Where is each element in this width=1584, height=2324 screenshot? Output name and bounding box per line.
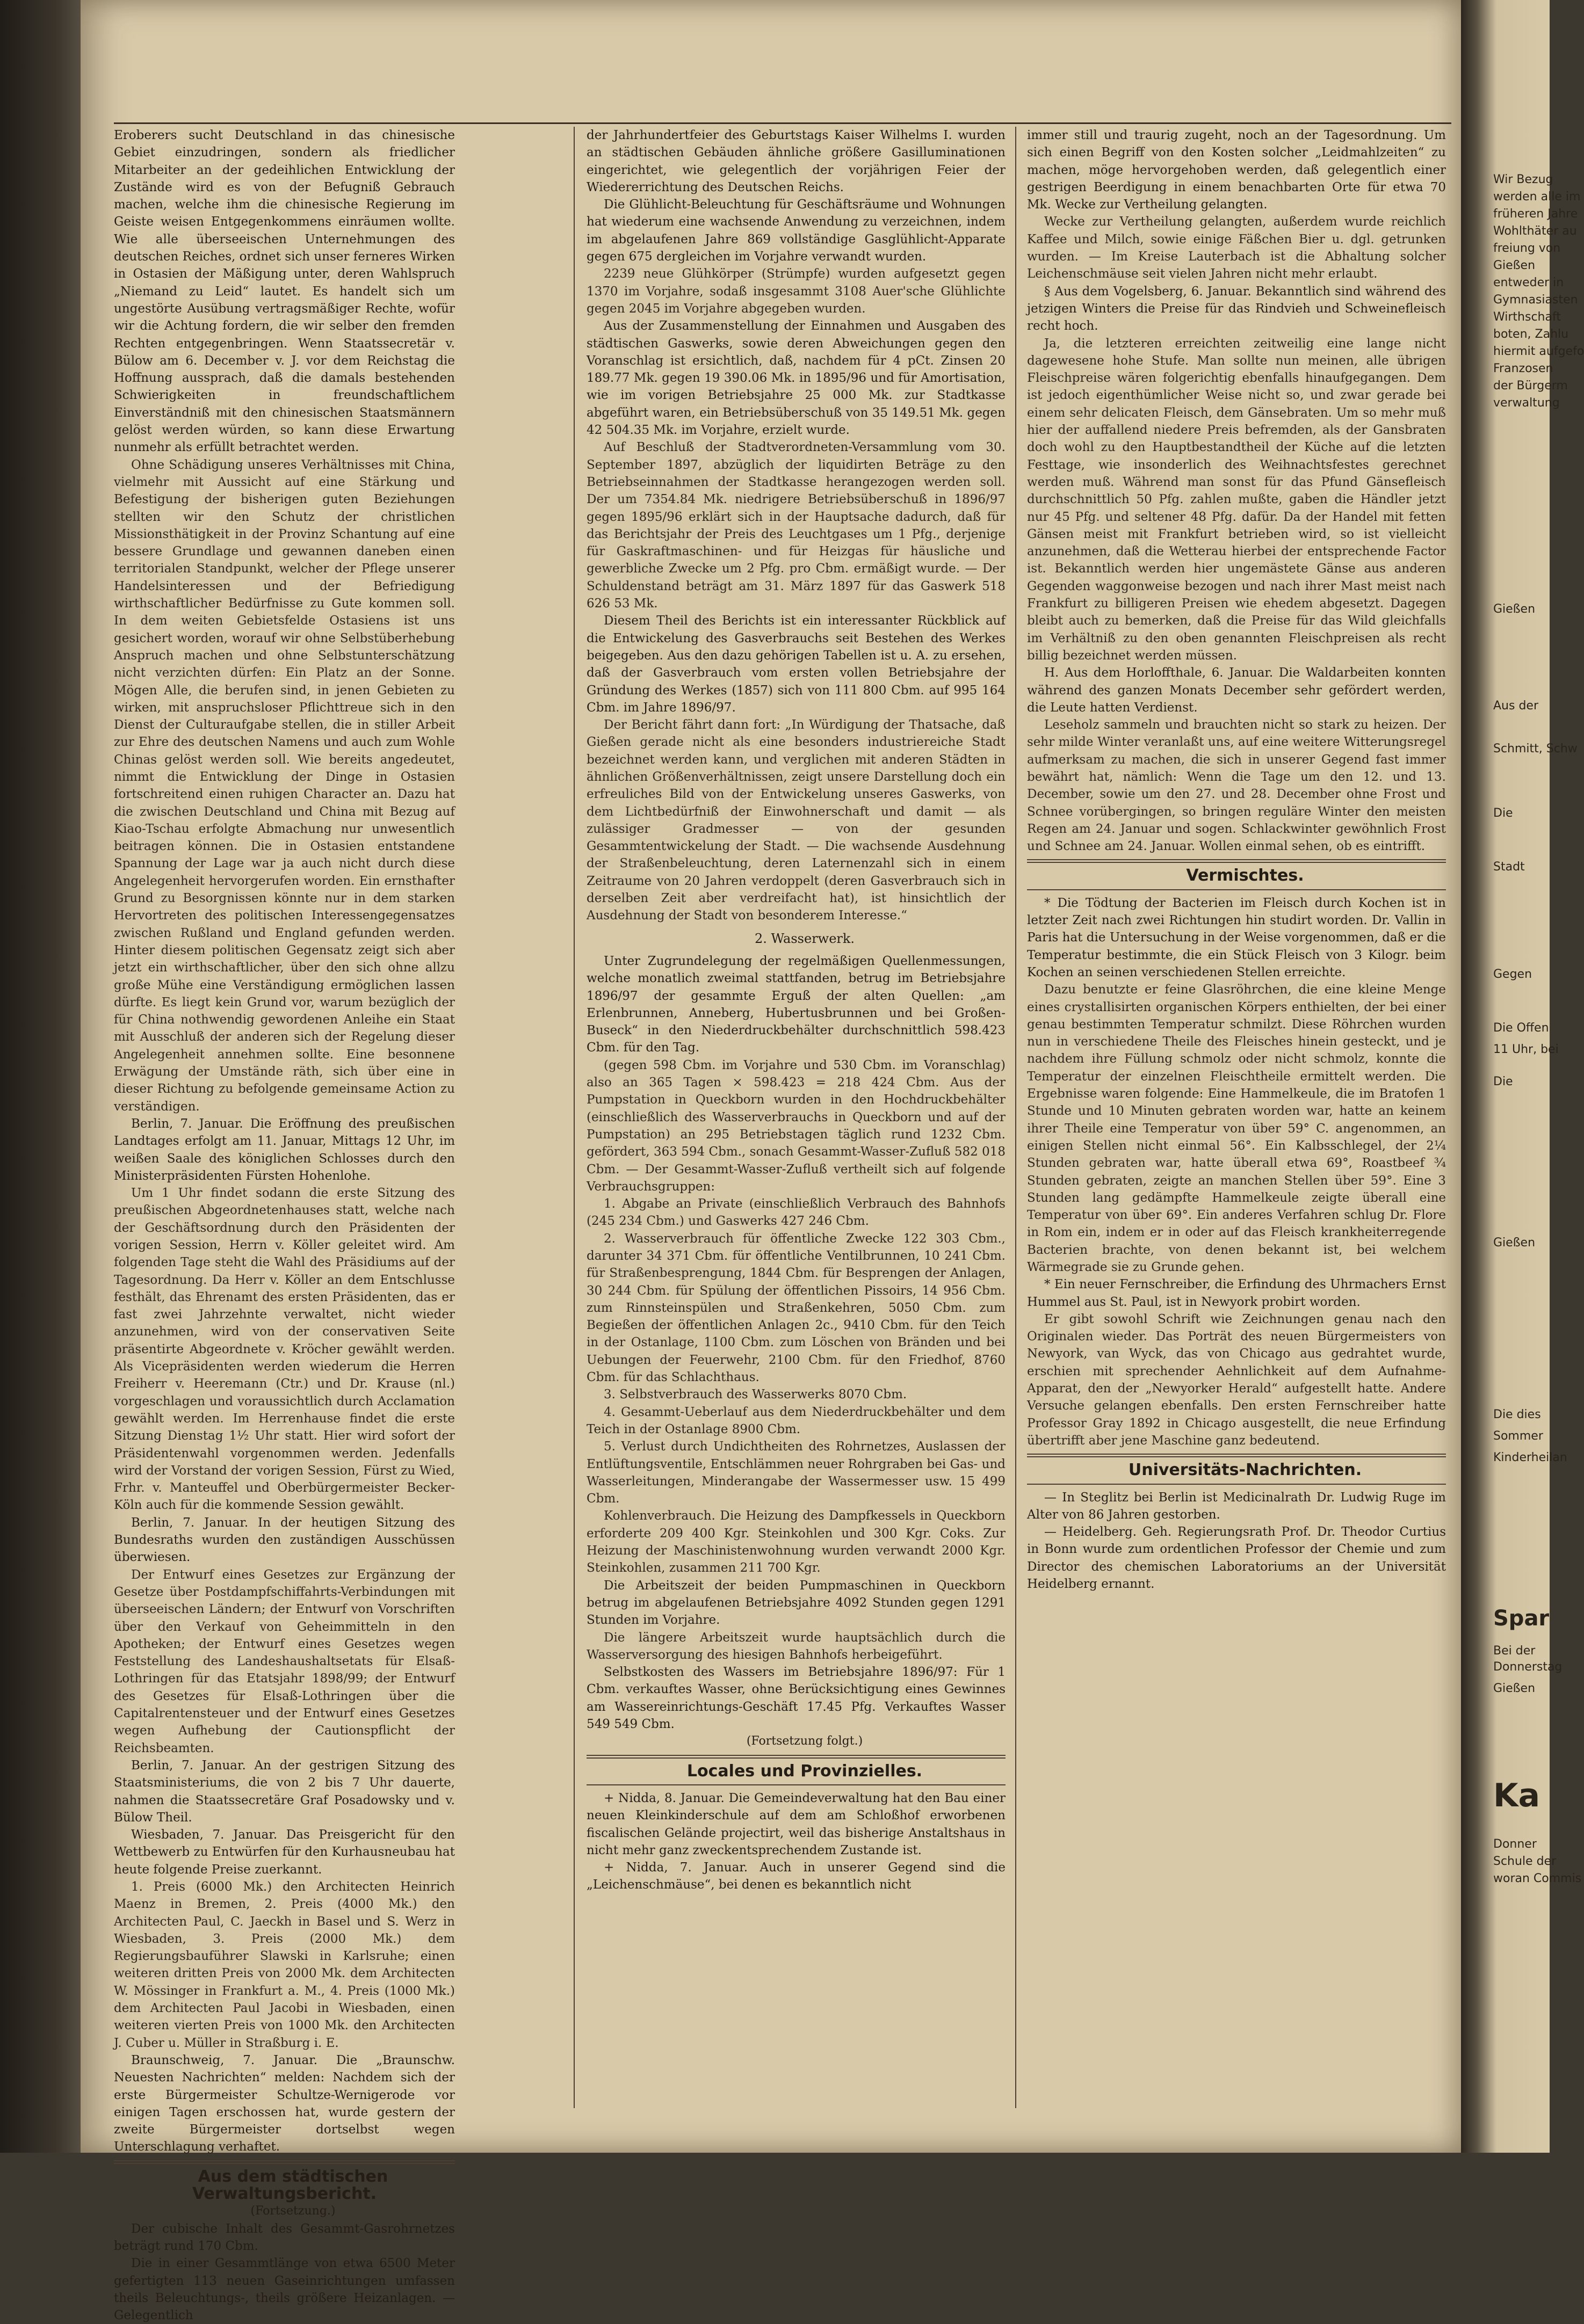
subheading-wasserwerk: 2. Wasserwerk.: [754, 931, 855, 946]
facing-fragment: Schule der: [1493, 1855, 1557, 1868]
facing-fragment: Wir Bezug: [1493, 173, 1553, 186]
vermischtes-para: * Die Tödtung der Bacterien im Fleisch durch Kochen ist in letzter Zeit nach zwei Richtungen hin studirt worden. Dr. Vallin in Paris hat die Untersuchung in der Weise vorgenommen, daß er die Temperatur bestimmte, die ein Stück Fleisch von 3 Kilogr. beim Kochen an seinen verschiedenen Stellen erreichte.: [1027, 896, 1446, 979]
facing-fragment: Aus der: [1493, 699, 1538, 713]
facing-fragment: Kinderheilan: [1493, 1451, 1567, 1464]
facing-fragment: Schmitt, Schw: [1493, 742, 1578, 756]
col2-filler: Auf Beschluß der Stadtverordneten-Versammlung vom 30. September 1897, abzüglich der liquidirten Beträge zu den Betriebseinnahmen der Stadtkasse herangezogen werden soll. Der um 7354.84 Mk. niedrigere Betriebsüberschuß in 1896/97 gegen 1895/96 erklärt sich in der Hauptsache dadurch, daß für das Berichtsjahr der Preis des Leuchtgases um 1 Pfg., derjenige für Gaskraftmaschinen- und für Heizgas für häusliche und gewerbliche Zwecke um 2 Pfg. pro Cbm. ermäßigt wurde. — Der Schuldenstand beträgt am 31. März 1897 für das Gaswerk 518 626 53 Mk.: [587, 440, 1006, 611]
col3-filler: Leseholz sammeln und brauchten nicht so stark zu heizen. Der sehr milde Winter veranlaßt uns, auf eine weitere Witterungsregel aufmerksam zu machen, die sich in unserer Gegend fast immer bewährt hat, nämlich: Wenn die Tage um den 12. und 13. December, sowie um den 27. und 28. December ohne Frost und Schnee vorübergingen, so bringen reguläre Winter den meisten Regen am 24. Januar und sogen. Schlackwinter gewöhnlich Frost und Schnee am 24. Januar. Wollen einmal sehen, ob es eintrifft.: [1027, 718, 1446, 854]
fortsetzung-note: (Fortsetzung folgt.): [746, 1734, 863, 1748]
col2-filler: 4. Gesammt-Ueberlauf aus dem Niederdruckbehälter und dem Teich in der Ostanlage 8900 Cbm.: [587, 1405, 1006, 1436]
facing-fragment: Die Offen: [1493, 1021, 1549, 1035]
facing-fragment: Donnerstag: [1493, 1660, 1563, 1674]
facing-fragment: Ka: [1493, 1777, 1540, 1814]
col2-para: der Jahrhundertfeier des Geburtstags Kaiser Wilhelms I. wurden an städtischen Gebäuden ähnliche größere Gasilluminationen eingerichtet, wie gelegentlich der vorjährigen Feier der Wiedererrichtung des Deutschen Reichs.: [587, 128, 1006, 194]
col1-filler: Der Entwurf eines Gesetzes zur Ergänzung der Gesetze über Postdampfschiffahrts-Verbindungen mit überseeischen Ländern; der Entwurf von Vorschriften über den Verkauf von Geheimmitteln in den Apotheken; der Entwurf eines Gesetzes wegen Feststellung des Landeshaushaltsetats für Elsaß-Lothringen für das Etatsjahr 1898/99; der Entwurf des Gesetzes für Elsaß-Lothringen über die Capitalrentensteuer und der Entwurf eines Gesetzes wegen Aufhebung der Cautionspflicht der Reichsbeamten.: [114, 1567, 455, 1755]
col1-filler: Um 1 Uhr findet sodann die erste Sitzung des preußischen Abgeordnetenhauses statt, welche nach der Geschäftsordnung durch den Präsidenten der vorigen Session, Herrn v. Köller geleitet wird. Am folgenden Tage steht die Wahl des Präsidiums auf der Tagesordnung. Da Herr v. Köller an dem Entschlusse festhält, das Ehrenamt des ersten Präsidenten, das er fast zwei Jahrzehnte verwaltet, nicht wieder anzunehmen, wird von der conservativen Seite präsentirte Abgeordnete v. Kröcher gewählt werden. Als Vicepräsidenten werden wiederum die Herren Freiherr v. Heeremann (Ctr.) und Dr. Krause (nl.) vorgeschlagen und voraussichtlich durch Acclamation gewählt werden. Im Herrenhause findet die erste Sitzung Dienstag 1½ Uhr statt. Hier wird sofort der Präsidentenwahl vorgenommen werden. Jedenfalls wird der Vorstand der vorigen Session, Fürst zu Wied, Frhr. v. Manteuffel und Oberbürgermeister Becker-Köln auch für die kommende Session gewählt.: [114, 1186, 455, 1513]
facing-fragment: Wohlthäter au: [1493, 224, 1577, 238]
section-rule: [587, 1755, 1006, 1759]
col2-filler: 2239 neue Glühkörper (Strümpfe) wurden aufgesetzt gegen 1370 im Vorjahre, sodaß insgesammt 3108 Auer'sche Glühlichte gegen 2045 im Vorjahre abgegeben wurden.: [587, 267, 1006, 316]
col2-para: Unter Zugrundelegung der regelmäßigen Quellenmessungen, welche monatlich zweimal stattfanden, betrug im Betriebsjahre 1896/97 der gesammte Erguß der alten Quellen: „am Erlenbrunnen, Anneberg, Hubertusbrunnen und bei Großen-Buseck“ in den Niederdruckbehälter durchschnittlich 598.423 Cbm. für den Tag.: [587, 954, 1006, 1055]
facing-fragment: Die dies: [1493, 1408, 1541, 1421]
facing-fragment: Stadt: [1493, 860, 1525, 874]
col1-section-para: Der cubische Inhalt des Gesammt-Gasrohrnetzes beträgt rund 170 Cbm.: [114, 2221, 455, 2253]
section-rule: [587, 1784, 1006, 1785]
col3-para: immer still und traurig zugeht, noch an der Tagesordnung. Um sich einen Begriff von den Kosten solcher „Leidmahlzeiten“ zu machen, möge hervorgehoben werden, daß gelegentlich einer gestrigen Beerdigung in einem benachbarten Orte für etwa 70 Mk. Wecke zur Vertheilung gelangten.: [1027, 128, 1446, 212]
col2-filler: 1. Abgabe an Private (einschließlich Verbrauch des Bahnhofs (245 234 Cbm.) und Gaswerks 427 246 Cbm.: [587, 1197, 1006, 1229]
col2-filler: Der Bericht fährt dann fort: „In Würdigung der Thatsache, daß Gießen gerade nicht als eine besonders industriereiche Stadt bezeichnet werden kann, und verglichen mit anderen Städten in ähnlichen Größenverhältnissen, zeigt unsere Darstellung doch ein erfreuliches Bild von der Entwickelung unseres Gaswerks, von dem Lichtbedürfniß der Einwohnerschaft und damit — als zulässiger Gradmesser — von der gesunden Gesammtentwickelung der Stadt. — Die wachsende Ausdehnung der Straßenbeleuchtung, deren Laternenzahl sich in einem Zeitraume von 20 Jahren verdoppelt (deren Gasverbrauch sich in derselben Zeit aber verdreifacht hat), ist hinsichtlich der Ausdehnung der Stadt von besonderem Interesse.“: [587, 718, 1006, 923]
locales-heading: Locales und Provinzielles.: [686, 1761, 923, 1781]
section-rule: [1027, 889, 1446, 890]
col3-para: H. Aus dem Horloffthale, 6. Januar. Die Waldarbeiten konnten während des ganzen Monats December sehr gefördert werden, die Leute hatten Verdienst.: [1027, 666, 1446, 715]
facing-fragment: Gymnasiasten: [1493, 293, 1578, 307]
facing-fragment: verwaltung: [1493, 396, 1560, 410]
section-heading: Aus dem städtischen Verwaltungsbericht.: [192, 2167, 388, 2204]
col2-para: Die Glühlicht-Beleuchtung für Geschäftsräume und Wohnungen hat wiederum eine wachsende Anwendung zu verzeichnen, indem im abgelaufenen Jahre 869 vollständige Gasglühlicht-Apparate gegen 675 dergleichen im Vorjahre verwandt wurden.: [587, 198, 1006, 264]
vermischtes-heading: Vermischtes.: [1186, 866, 1304, 885]
col2-filler: 2. Wasserverbrauch für öffentliche Zwecke 122 303 Cbm., darunter 34 371 Cbm. für öffentliche Ventilbrunnen, 10 241 Cbm. für Straßenbesprengung, 1844 Cbm. für Besprengen der Anlagen, 30 244 Cbm. für Spülung der öffentlichen Pissoirs, 14 956 Cbm. zum Rinnsteinspülen und Straßenkehren, 5050 Cbm. zum Begießen der öffentlichen Anlagen 2c., 9410 Cbm. für den Teich in der Ostanlage, 1100 Cbm. zum Löschen von Bränden und bei Uebungen der Feuerwehr, 2100 Cbm. für den Friedhof, 8760 Cbm. für das Schlachthaus.: [587, 1231, 1006, 1385]
universitaets-heading: Universitäts-Nachrichten.: [1128, 1461, 1362, 1480]
facing-fragment: der Bürgerm: [1493, 379, 1568, 393]
facing-fragment: woran Commis: [1493, 1872, 1582, 1885]
facing-fragment: Gießen: [1493, 1236, 1536, 1250]
universitaets-para: — Heidelberg. Geh. Regierungsrath Prof. Dr. Theodor Curtius in Bonn wurde zum ordentlichen Professor der Chemie und zum Director des chemischen Laboratoriums an der Universität Heidelberg ernannt.: [1027, 1525, 1446, 1592]
col1-para: Berlin, 7. Januar. An der gestrigen Sitzung des Staatsministeriums, die von 2 bis 7 Uhr dauerte, nahmen die Staatssecretäre Graf Posadowsky und v. Bülow Theil.: [114, 1758, 455, 1825]
facing-fragment: Gegen: [1493, 968, 1532, 981]
col3-para: § Aus dem Vogelsberg, 6. Januar. Bekanntlich sind während des jetzigen Winters die Preise für das Rindvieh und Schweinefleisch recht hoch.: [1027, 284, 1446, 333]
col2-para: Aus der Zusammenstellung der Einnahmen und Ausgaben des städtischen Gaswerks, sowie deren Abweichungen gegen den Voranschlag ist ersichtlich, daß, nachdem für 4 pCt. Zinsen 20 189.77 Mk. gegen 19 390.06 Mk. in 1895/96 und für Amortisation, wie im vorigen Betriebsjahre 25 000 Mk. zur Stadtkasse abgeführt waren, ein Betriebsüberschuß von 35 149.51 Mk. gegen 42 504.35 Mk. im Vorjahre, erzielt wurde.: [587, 319, 1006, 438]
col2-para: Die Arbeitszeit der beiden Pumpmaschinen in Queckborn betrug im abgelaufenen Betriebsjahre 4092 Stunden gegen 1291 Stunden im Vorjahre.: [587, 1578, 1006, 1628]
top-rule: [114, 122, 1451, 124]
col3-filler: Wecke zur Vertheilung gelangten, außerdem wurde reichlich Kaffee und Milch, sowie einige Fäßchen Bier u. dgl. getrunken wurden. — Im Kreise Lauterbach ist die Abhaltung solcher Leichenschmäuse seit vielen Jahren nicht mehr erlaubt.: [1027, 215, 1446, 281]
column-divider-1: [574, 127, 575, 2108]
col2-para: Diesem Theil des Berichts ist ein interessanter Rückblick auf die Entwickelung des Gasverbrauchs seit Bestehen des Werkes beigegeben. Aus den dazu gehörigen Tabellen ist u. A. zu ersehen, daß der Gasverbrauch vom ersten vollen Betriebsjahre der Gründung des Werkes (1857) sich von 111 800 Cbm. auf 995 164 Cbm. im Jahre 1896/97.: [587, 614, 1006, 715]
section-rule: [114, 2160, 455, 2164]
col3-filler: Dazu benutzte er feine Glasröhrchen, die eine kleine Menge eines crystallisirten organischen Körpers enthielten, der bei einer genau bestimmten Temperatur schmilzt. Diese Röhrchen wurden nun in verschiedene Theile des Fleisches hinein gesteckt, und je nachdem ihre Füllung schmolz oder nicht schmolz, konnte die Temperatur der einzelnen Fleischtheile ermittelt werden. Die Ergebnisse waren folgende: Eine Hammelkeule, die im Bratofen 1 Stunde und 10 Minuten gebraten worden war, hatte an keinem ihrer Theile eine Temperatur von über 59° C. angenommen, an einigen Stellen nicht einmal 56°. Ein Kalbsschlegel, der 2¼ Stunden gebraten war, hatte überall etwa 69°, Roastbeef ¾ Stunden gebraten, zeigte an manchen Stellen über 59°. Eine 3 Stunden lang gedämpfte Hammelkeule zeigte überall eine Temperatur von über 69°. Ein anderes Verfahren schlug Dr. Flore in Rom ein, indem er in oder auf das Fleisch krankheiterregende Bacterien brachte, von denen bekannt ist, bei welchem Wärmegrade sie zu Grunde gehen.: [1027, 983, 1446, 1274]
facing-fragment: freiung von: [1493, 242, 1561, 255]
facing-fragment: Gießen: [1493, 259, 1536, 272]
facing-fragment: Die: [1493, 1075, 1513, 1088]
facing-fragment: Franzosen: [1493, 362, 1553, 375]
universitaets-para: — In Steglitz bei Berlin ist Medicinalrath Dr. Ludwig Ruge im Alter von 86 Jahren gestorben.: [1027, 1490, 1446, 1522]
col3-filler: Ja, die letzteren erreichten zeitweilig eine lange nicht dagewesene hohe Stufe. Man sollte nun meinen, alle übrigen Fleischpreise wären folgerichtig ebenfalls hinaufgegangen. Dem ist jedoch eigenthümlicher Weise nicht so, und zwar gerade bei einem sehr delicaten Fleisch, dem Gänsebraten. Um so mehr muß hier der auffallend niedere Preis befremden, als der Gansbraten doch wohl zu den Hauptbestandtheil der Küche auf die letzten Festtage, wie insonderlich des Weihnachtsfestes gerechnet werden muß. Während man sonst für das Pfund Gänsefleisch durchschnittlich 50 Pfg. zahlen mußte, gaben die Händler jetzt nur 45 Pfg. und seltener 48 Pfg. dafür. Da der Handel mit fetten Gänsen meist mit Frankfurt betrieben wird, so ist vielleicht anzunehmen, daß die Wetterau hierbei der entsprechende Factor ist. Bekanntlich werden hier ungemästete Gänse aus anderen Gegenden waggonweise bezogen und nach ihrer Mast meist nach Frankfurt zu billigeren Preisen wie ehedem abgesetzt. Dagegen bleibt auch zu bemerken, daß die Preise für das Wild gleichfalls im Verhältniß zu den oben genannten Fleischpreisen als recht billig bezeichnet werden müssen.: [1027, 336, 1446, 663]
col1-para: Eroberers sucht Deutschland in das chinesische Gebiet einzudringen, sondern als friedlicher Mitarbeiter an der gedeihlichen Entwicklung der Zustände wird es von der Befugniß Gebrauch machen, welche ihm die chinesische Regierung im Geiste weisen Entgegenkommens einräumen wollte. Wie alle überseeischen Unternehmungen des deutschen Reiches, ordnet sich unser ferneres Wirken in Ostasien der Mäßigung unter, deren Wahlspruch „Niemand zu Leid“ lautet. Es handelt sich um ungestörte Ausübung vertragsmäßiger Rechte, wofür wir die Achtung fordern, die wir selber den fremden Rechten entgegenbringen. Wenn Staatssecretär v. Bülow am 6. December v. J. vor dem Reichstag die Hoffnung aussprach, daß die damals bestehenden Schwierigkeiten in freundschaftlichem Einverständniß mit den chinesischen Staatsmännern gelöst werden würden, so kann diese Erwartung nunmehr als erfüllt betrachtet werden.: [114, 128, 455, 455]
col2-filler: Die längere Arbeitszeit wurde hauptsächlich durch die Wasserversorgung des hiesigen Bahnhofs herbeigeführt.: [587, 1630, 1006, 1662]
facing-fragment: entweder in: [1493, 276, 1564, 289]
column-divider-2: [1015, 127, 1016, 2108]
col1-section-para: Die in einer Gesammtlänge von etwa 6500 Meter gefertigten 113 neuen Gaseinrichtungen umfassen theils Beleuchtungs-, theils größere Heizanlagen. — Gelegentlich: [114, 2256, 455, 2323]
col2-filler: Kohlenverbrauch. Die Heizung des Dampfkessels in Queckborn erforderte 209 400 Kgr. Steinkohlen und 300 Kgr. Coks. Zur Heizung der Maschinistenwohnung wurden verwandt 2000 Kgr. Steinkohlen, zusammen 211 700 Kgr.: [587, 1509, 1006, 1575]
col1-para: Berlin, 7. Januar. Die Eröffnung des preußischen Landtages erfolgt am 11. Januar, Mittags 12 Uhr, im weißen Saale des königlichen Schlosses durch den Ministerpräsidenten Fürsten Hohenlohe.: [114, 1116, 455, 1183]
facing-fragment: früheren Jahre: [1493, 207, 1578, 221]
facing-fragment: werden alle im: [1493, 190, 1581, 204]
col1-para: Wiesbaden, 7. Januar. Das Preisgericht für den Wettbewerb zu Entwürfen für den Kurhausneubau hat heute folgende Preise zuerkannt.: [114, 1828, 455, 1877]
facing-fragment: Gießen: [1493, 1682, 1536, 1695]
section-rule: [1027, 1484, 1446, 1485]
facing-fragment: boten, Zahlu: [1493, 328, 1569, 341]
column-3: [1027, 127, 1446, 2114]
facing-fragment: Wirthschaft: [1493, 310, 1561, 324]
facing-fragment: Donner: [1493, 1838, 1537, 1851]
facing-page-edge: [1461, 0, 1584, 2153]
facing-fragment: Bei der: [1493, 1644, 1536, 1658]
facing-fragment: hiermit aufgefo: [1493, 345, 1584, 358]
facing-fragment: 11 Uhr, bei: [1493, 1043, 1559, 1056]
section-rule: [1027, 859, 1446, 863]
section-rule: [1027, 1454, 1446, 1457]
col3-filler: Er gibt sowohl Schrift wie Zeichnungen genau nach den Originalen wieder. Das Porträt des neuen Bürgermeisters von Newyork, van Wyck, das von Chicago aus gedrahtet wurde, erschien mit sprechender Aehnlichkeit auf dem Aufnahme-Apparat, den der „Newyorker Herald“ aufgestellt hatte. Andere Versuche gelangen ebenfalls. Den ersten Fernschreiber hatte Professor Gray 1892 in Chicago ausgestellt, die neue Erfindung übertrifft aber jene Maschine ganz bedeutend.: [1027, 1312, 1446, 1448]
facing-fragment: Spar: [1493, 1606, 1550, 1631]
vermischtes-para: * Ein neuer Fernschreiber, die Erfindung des Uhrmachers Ernst Hummel aus St. Paul, ist in Newyork probirt worden.: [1027, 1277, 1446, 1309]
col2-para: Selbstkosten des Wassers im Betriebsjahre 1896/97: Für 1 Cbm. verkauftes Wasser, ohne Berücksichtigung eines Gewinnes am Wassereinrichtungs-Geschäft 17.45 Pfg. Verkauftes Wasser 549 549 Cbm.: [587, 1665, 1006, 1732]
col2-filler: (gegen 598 Cbm. im Vorjahre und 530 Cbm. im Voranschlag) also an 365 Tagen × 598.423 = 218 424 Cbm. Aus der Pumpstation in Queckborn wurden in den Hochdruckbehälter (einschließlich des Wasserverbrauchs in Queckborn und auf der Pumpstation) an 295 Betriebstagen täglich rund 1232 Cbm. gefördert, 363 594 Cbm., sonach Gesammt-Wasser-Zufluß 582 018 Cbm. — Der Gesammt-Wasser-Zufluß vertheilt sich auf folgende Verbrauchsgruppen:: [587, 1058, 1006, 1194]
locales-para: + Nidda, 8. Januar. Die Gemeindeverwaltung hat den Bau einer neuen Kleinkinderschule auf dem am Schloßhof erworbenen fiscalischen Gelände projectirt, weil das bisherige Anstaltshaus in nicht mehr ganz zweckentsprechendem Zustande ist.: [587, 1791, 1006, 1857]
col2-filler: 5. Verlust durch Undichtheiten des Rohrnetzes, Auslassen der Entlüftungsventile, Entschlämmen neuer Rohrgraben bei Gas- und Wasserleitungen, Minderangabe der Wassermesser usw. 15 499 Cbm.: [587, 1440, 1006, 1506]
col2-filler: 3. Selbstverbrauch des Wasserwerks 8070 Cbm.: [604, 1388, 907, 1402]
locales-para: + Nidda, 7. Januar. Auch in unserer Gegend sind die „Leichenschmäuse“, bei denen es bekanntlich nicht: [587, 1861, 1006, 1892]
column-2: [587, 127, 1006, 2114]
facing-fragment: Sommer: [1493, 1429, 1543, 1443]
col1-para: Braunschweig, 7. Januar. Die „Braunschw. Neuesten Nachrichten“ melden: Nachdem sich der erste Bürgermeister Schultze-Wernigerode vor einigen Tagen erschossen hat, wurde gestern der zweite Bürgermeister dortselbst wegen Unterschlagung verhaftet.: [114, 2053, 455, 2154]
col1-filler: Ohne Schädigung unseres Verhältnisses mit China, vielmehr mit Aussicht auf eine Stärkung und Befestigung der bisherigen guten Beziehungen stellten wir den Schutz der christlichen Missionsthätigkeit in der Provinz Schantung auf eine bessere Grundlage und gewannen daneben einen territorialen Standpunkt, welcher der Pflege unserer Handelsinteressen und der Befriedigung wirthschaftlicher Bedürfnisse zu Gute kommen soll. In dem weiten Gebietsfelde Ostasiens ist uns gesichert worden, worauf wir ohne Selbstüberhebung Anspruch machen und ohne Selbstunterschätzung nicht verzichten dürfen: Ein Platz an der Sonne. Mögen Alle, die berufen sind, in jenen Gebieten zu wirken, mit anspruchsloser Pflichttreue sich in den Dienst der Culturaufgabe stellen, die in stiller Arbeit zur Ehre des deutschen Namens und auch zum Wohle Chinas gelöst werden soll. Wie bereits angedeutet, nimmt die Entwicklung der Dinge in Ostasien fortschreitend einen ruhigen Character an. Dazu hat die zwischen Deutschland und China mit Bezug auf Kiao-Tschau erfolgte Abmachung nur unwesentlich beitragen können. Die in Ostasien entstandene Spannung der Lage war ja auch nicht durch diese Angelegenheit hervorgerufen worden. Ein ernsthafter Grund zu Besorgnissen könnte nur in dem starken Hervortreten des politischen Interessengegensatzes zwischen Rußland und England gefunden werden. Hinter diesem politischen Gegensatz zeigt sich aber jetzt ein wirthschaftlicher, über den sich ohne allzu große Mühe eine Verständigung ermöglichen lassen dürfte. Es liegt kein Grund vor, warum bezüglich der für China nothwendig gewordenen Anleihe ein Staat mit Ausschluß der anderen sich der Regelung dieser Angelegenheit annehmen sollte. Eine besonnene Erwägung der Umstände räth, sich über eine in dieser Richtung zu befolgende gemeinsame Action zu verständigen.: [114, 457, 455, 1114]
facing-fragment: Gießen: [1493, 602, 1536, 616]
section-subheading: (Fortsetzung.): [250, 2204, 336, 2218]
col1-para: Berlin, 7. Januar. In der heutigen Sitzung des Bundesraths wurden den zuständigen Ausschüssen überwiesen.: [114, 1515, 455, 1565]
facing-fragment: Die: [1493, 807, 1513, 820]
col1-filler: 1. Preis (6000 Mk.) den Architecten Heinrich Maenz in Bremen, 2. Preis (4000 Mk.) den Architecten Paul, C. Jaeckh in Basel und S. Werz in Wiesbaden, 3. Preis (2000 Mk.) dem Regierungsbauführer Slawski in Karlsruhe; einen weiteren dritten Preis von 2000 Mk. dem Architecten W. Mössinger in Frankfurt a. M., 4. Preis (1000 Mk.) dem Architecten Paul Jacobi in Wiesbaden, einen weiteren vierten Preis von 1000 Mk. den Architecten J. Cuber u. Müller in Straßburg i. E.: [114, 1879, 455, 2050]
column-1: [114, 127, 455, 2323]
